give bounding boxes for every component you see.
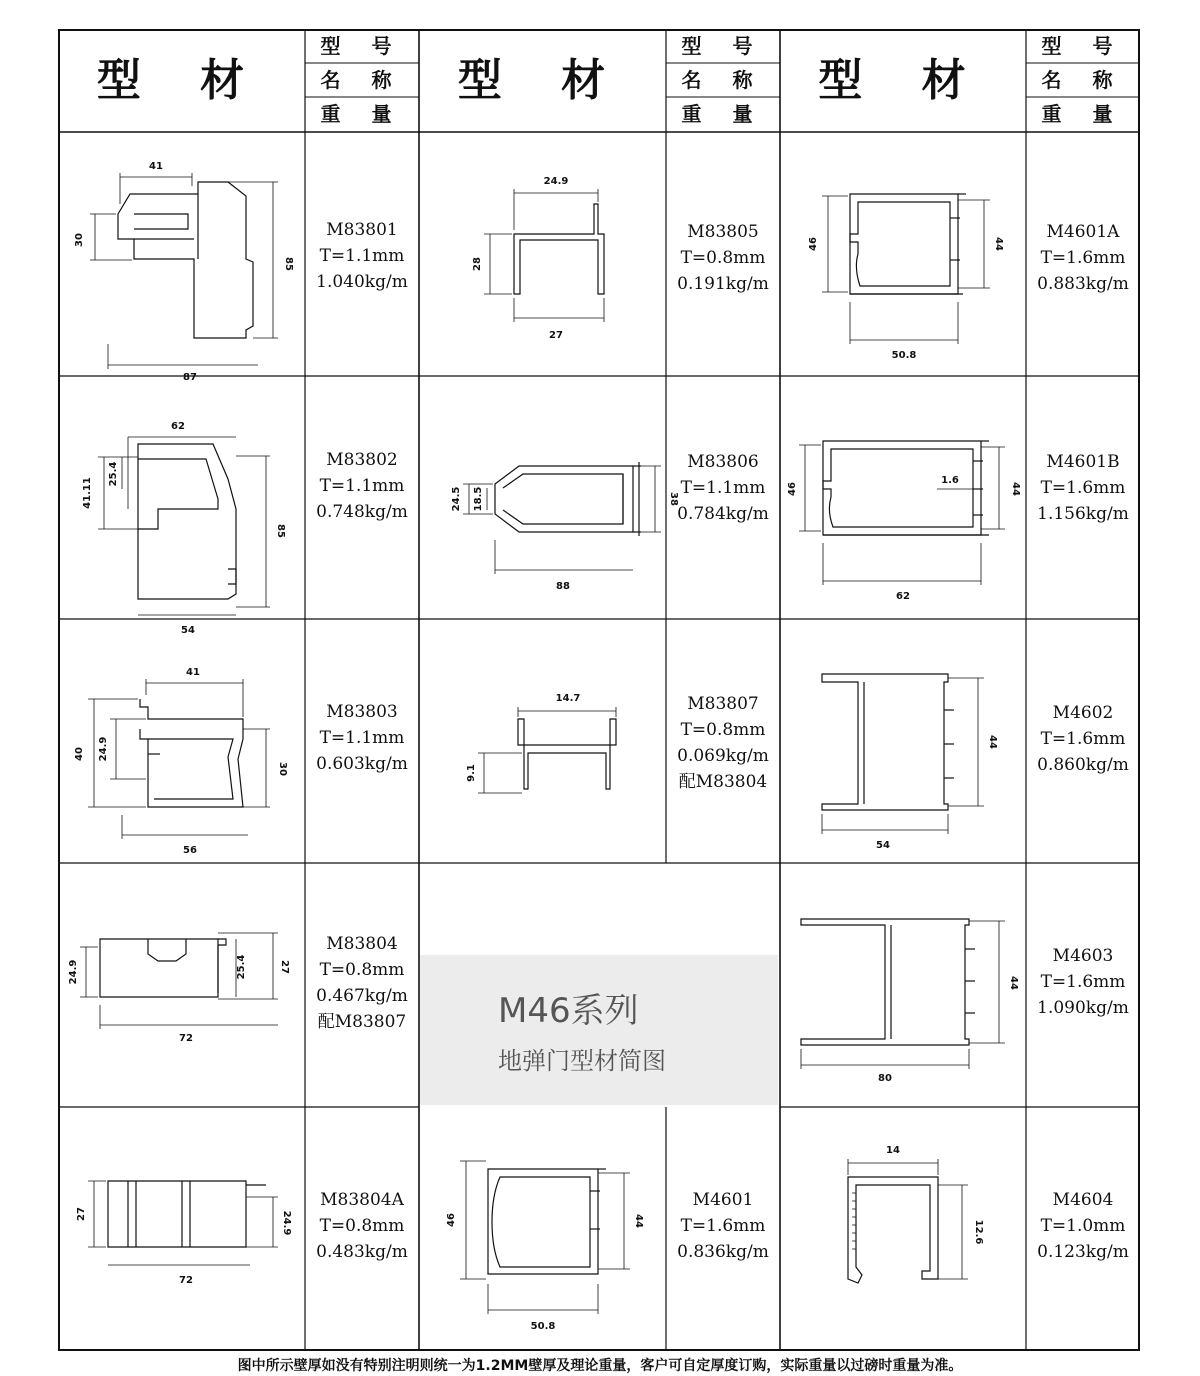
header-model-1: 型 号: [320, 34, 404, 58]
model-code: M83801: [326, 220, 398, 240]
header-name-1: 名 称: [320, 68, 404, 92]
profile-drawing-m4602: [798, 654, 1023, 849]
profile-drawing-m83806: [423, 424, 679, 599]
unit-weight: 1.090kg/m: [1037, 998, 1129, 1018]
info-m4601b: [1026, 449, 1140, 527]
dimension-label: 38: [668, 492, 679, 506]
wall-thickness: T=1.6mm: [1040, 248, 1126, 268]
dimension-label: 24.9: [98, 736, 109, 762]
dimension-label: 27: [76, 1207, 87, 1221]
model-code: M4604: [1052, 1190, 1114, 1210]
wall-thickness: T=0.8mm: [319, 1216, 405, 1236]
wall-thickness: T=1.1mm: [319, 476, 405, 496]
unit-weight: 0.860kg/m: [1037, 755, 1129, 775]
profile-drawing-m83804a: [68, 1139, 298, 1319]
dimension-label: 54: [876, 840, 890, 851]
header-profile-2: 型 材: [457, 55, 628, 106]
info-m4601a: [1026, 219, 1140, 297]
dimension-label: 30: [74, 233, 85, 247]
profile-drawing-m83802: [78, 389, 298, 636]
model-code: M83806: [687, 452, 759, 472]
dimension-label: 44: [987, 735, 998, 749]
dimension-label: 12.6: [973, 1219, 984, 1245]
dimension-label: 9.1: [466, 764, 477, 782]
unit-weight: 0.603kg/m: [316, 754, 408, 774]
header-name-3: 名 称: [1041, 68, 1125, 92]
profile-drawing-m83801: [68, 144, 298, 383]
info-m4602: [1026, 700, 1140, 778]
unit-weight: 0.069kg/m: [677, 746, 769, 766]
dimension-label: 50.8: [891, 350, 917, 361]
unit-weight: 0.467kg/m: [316, 986, 408, 1006]
profile-drawing-m83803: [74, 639, 298, 856]
series-title-box: [420, 955, 778, 1105]
pairing-note: 配M83804: [678, 772, 768, 792]
profile-drawing-m83804: [68, 889, 298, 1079]
info-m83806: [666, 449, 780, 527]
dimension-label: 80: [878, 1073, 892, 1084]
footer-note: 图中所示壁厚如没有特别注明则统一为1.2MM壁厚及理论重量，客户可自定厚度订购，实际重量以过磅时重量为准。: [237, 1358, 963, 1374]
dimension-label: 41: [149, 161, 163, 172]
unit-weight: 0.883kg/m: [1037, 274, 1129, 294]
dimension-label: 41.11: [82, 477, 93, 509]
model-code: M83804A: [320, 1190, 404, 1210]
header-name-2: 名 称: [681, 68, 765, 92]
dimension-label: 72: [179, 1275, 193, 1286]
profile-drawing-m83807: [438, 669, 658, 839]
dimension-label: 1.6: [941, 475, 959, 486]
model-code: M83803: [326, 702, 398, 722]
wall-thickness: T=1.6mm: [1040, 972, 1126, 992]
profile-catalog-sheet: [58, 29, 1140, 1351]
dimension-label: 41: [186, 667, 200, 678]
dimension-label: 85: [275, 524, 286, 538]
dimension-label: 44: [633, 1214, 644, 1228]
dimension-label: 18.5: [473, 486, 484, 512]
dimension-label: 24.9: [543, 176, 569, 187]
wall-thickness: T=1.6mm: [1040, 729, 1126, 749]
dimension-label: 25.4: [108, 461, 119, 487]
wall-thickness: T=1.6mm: [1040, 478, 1126, 498]
dimension-label: 46: [787, 482, 798, 496]
dimension-label: 24.9: [281, 1210, 292, 1236]
wall-thickness: T=0.8mm: [680, 248, 766, 268]
wall-thickness: T=1.1mm: [319, 728, 405, 748]
dimension-label: 44: [1008, 976, 1019, 990]
dimension-label: 56: [183, 845, 197, 856]
wall-thickness: T=1.0mm: [1040, 1216, 1126, 1236]
dimension-label: 46: [808, 237, 819, 251]
header-model-2: 型 号: [681, 34, 765, 58]
dimension-label: 27: [279, 960, 290, 974]
wall-thickness: T=0.8mm: [680, 720, 766, 740]
dimension-label: 85: [283, 257, 294, 271]
model-code: M4603: [1052, 946, 1114, 966]
model-code: M4602: [1052, 703, 1114, 723]
info-m4604: [1026, 1187, 1140, 1265]
unit-weight: 0.191kg/m: [677, 274, 769, 294]
model-code: M4601: [692, 1190, 754, 1210]
unit-weight: 0.748kg/m: [316, 502, 408, 522]
model-code: M4601A: [1046, 222, 1120, 242]
dimension-label: 87: [183, 372, 197, 383]
unit-weight: 0.123kg/m: [1037, 1242, 1129, 1262]
profile-drawing-m83805: [458, 144, 658, 364]
dimension-label: 46: [446, 1213, 457, 1227]
unit-weight: 0.836kg/m: [677, 1242, 769, 1262]
dimension-label: 40: [74, 747, 85, 761]
wall-thickness: T=1.1mm: [680, 478, 766, 498]
info-m83804a: [305, 1187, 419, 1265]
profile-drawing-m4601a: [798, 164, 1023, 364]
dimension-label: 14: [886, 1145, 900, 1156]
unit-weight: 0.483kg/m: [316, 1242, 408, 1262]
series-title: M46系列: [498, 991, 639, 1031]
pairing-note: 配M83807: [317, 1012, 407, 1032]
profile-drawing-m4604: [818, 1129, 1018, 1339]
profile-drawing-m4601: [438, 1129, 663, 1339]
info-m83804: [305, 931, 419, 1035]
dimension-label: 44: [1010, 482, 1021, 496]
dimension-label: 24.5: [451, 486, 462, 512]
model-code: M83805: [687, 222, 759, 242]
model-code: M83804: [326, 934, 398, 954]
wall-thickness: T=1.6mm: [680, 1216, 766, 1236]
dimension-label: 24.9: [68, 959, 79, 985]
dimension-label: 28: [472, 257, 483, 271]
model-code: M83802: [326, 450, 398, 470]
unit-weight: 1.156kg/m: [1037, 504, 1129, 524]
series-subtitle: 地弹门型材简图: [498, 1047, 666, 1075]
unit-weight: 1.040kg/m: [316, 272, 408, 292]
dimension-label: 14.7: [555, 693, 581, 704]
header-weight-3: 重 量: [1041, 102, 1125, 126]
dimension-label: 30: [277, 762, 288, 776]
dimension-label: 62: [171, 421, 185, 432]
header-profile-1: 型 材: [96, 55, 267, 106]
info-m4601: [666, 1187, 780, 1265]
info-m83801: [305, 217, 419, 295]
dimension-label: 72: [179, 1033, 193, 1044]
model-code: M83807: [687, 694, 759, 714]
info-m83807: [666, 691, 780, 795]
wall-thickness: T=0.8mm: [319, 960, 405, 980]
header-weight-1: 重 量: [320, 102, 404, 126]
dimension-label: 54: [181, 625, 195, 636]
header-weight-2: 重 量: [681, 102, 765, 126]
info-m83803: [305, 699, 419, 777]
dimension-label: 88: [556, 581, 570, 592]
info-m83802: [305, 447, 419, 525]
info-m4603: [1026, 943, 1140, 1021]
profile-drawing-m4603: [793, 899, 1023, 1089]
header-model-3: 型 号: [1041, 34, 1125, 58]
model-code: M4601B: [1046, 452, 1120, 472]
dimension-label: 62: [896, 591, 910, 602]
dimension-label: 50.8: [530, 1321, 556, 1332]
info-m83805: [666, 219, 780, 297]
header-profile-3: 型 材: [818, 55, 988, 106]
wall-thickness: T=1.1mm: [319, 246, 405, 266]
profile-drawing-m4601b: [787, 419, 1025, 609]
unit-weight: 0.784kg/m: [677, 504, 769, 524]
dimension-label: 27: [549, 330, 563, 341]
dimension-label: 25.4: [236, 954, 247, 980]
dimension-label: 44: [993, 237, 1004, 251]
